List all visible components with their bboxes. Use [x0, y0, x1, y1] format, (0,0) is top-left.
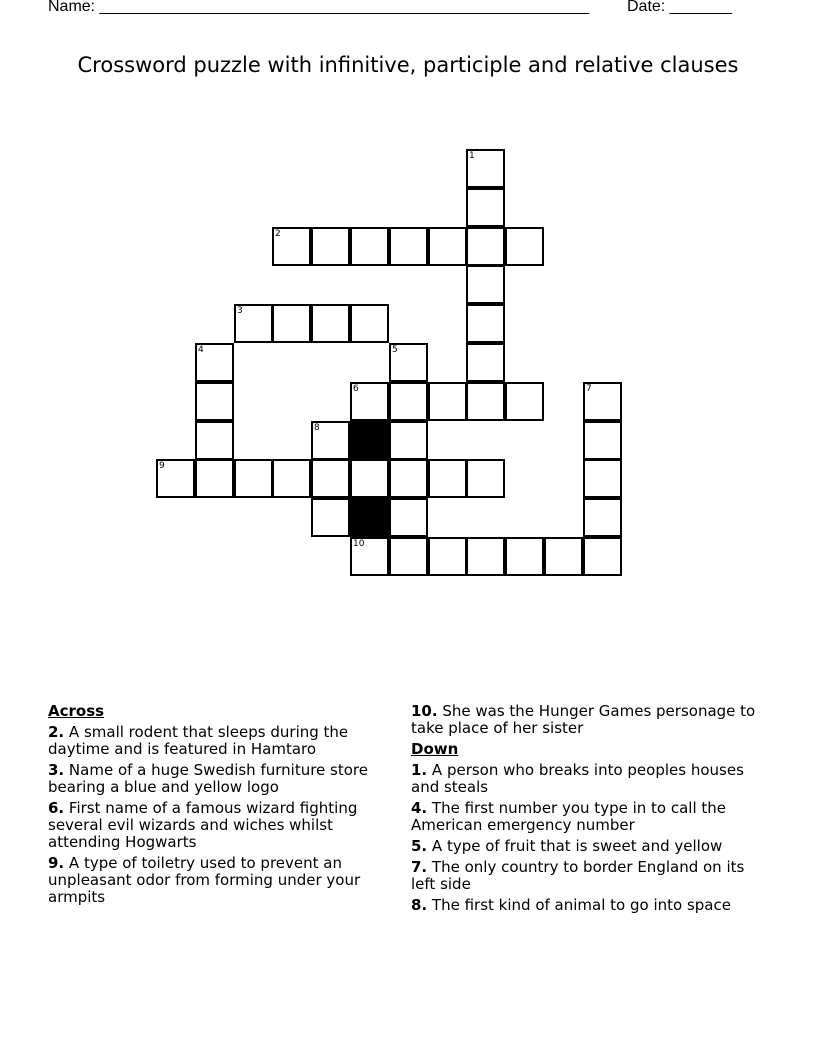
grid-cell[interactable]	[195, 382, 234, 421]
grid-cell[interactable]	[311, 421, 350, 460]
clue-text: A small rodent that sleeps during the daytime and is featured in Hamtaro	[48, 723, 349, 758]
clue-down-8	[411, 897, 761, 914]
grid-cell[interactable]	[428, 227, 467, 266]
cell-number: 4	[198, 345, 204, 355]
clue-number: 8.	[411, 896, 428, 914]
cell-number: 7	[586, 384, 592, 394]
grid-cell[interactable]	[350, 382, 389, 421]
grid-cell[interactable]	[583, 537, 622, 576]
grid-cell[interactable]	[466, 188, 505, 227]
cell-number: 9	[159, 461, 165, 471]
grid-cell[interactable]	[156, 459, 195, 498]
grid-cell[interactable]	[505, 537, 544, 576]
clue-across-6	[48, 800, 403, 851]
clue-across-3	[48, 762, 403, 796]
grid-cell[interactable]	[389, 227, 428, 266]
name-field[interactable]: Name: _______________________________________________________	[48, 0, 589, 15]
grid-cell[interactable]	[272, 459, 311, 498]
clue-text: Name of a huge Swedish furniture store bearing a blue and yellow logo	[48, 761, 368, 796]
grid-cell[interactable]	[466, 459, 505, 498]
grid-cell[interactable]	[195, 343, 234, 382]
clue-down-4	[411, 800, 761, 834]
grid-cell[interactable]	[389, 421, 428, 460]
grid-cell[interactable]	[428, 382, 467, 421]
grid-cell[interactable]	[272, 304, 311, 343]
clue-number: 1.	[411, 761, 428, 779]
grid-cell[interactable]	[272, 227, 311, 266]
across-heading: Across	[48, 702, 105, 720]
cell-number: 6	[353, 384, 359, 394]
grid-cell[interactable]	[311, 304, 350, 343]
clue-number: 9.	[48, 854, 65, 872]
grid-cell[interactable]	[583, 382, 622, 421]
grid-cell-black	[350, 498, 389, 537]
grid-cell[interactable]	[311, 498, 350, 537]
cell-number: 3	[237, 306, 243, 316]
date-field[interactable]: Date: _______	[627, 0, 732, 15]
grid-cell[interactable]	[389, 343, 428, 382]
grid-cell[interactable]	[583, 459, 622, 498]
grid-cell[interactable]	[195, 421, 234, 460]
cell-number: 10	[353, 539, 365, 549]
clue-down-7	[411, 859, 761, 893]
grid-cell[interactable]	[350, 537, 389, 576]
clue-across-2	[48, 724, 403, 758]
clue-down-5	[411, 838, 761, 855]
grid-cell[interactable]	[389, 537, 428, 576]
grid-cell[interactable]	[583, 421, 622, 460]
clue-number: 10.	[411, 702, 438, 720]
grid-cell[interactable]	[350, 459, 389, 498]
clue-number: 2.	[48, 723, 65, 741]
grid-cell[interactable]	[389, 382, 428, 421]
grid-cell[interactable]	[389, 498, 428, 537]
grid-cell-black	[350, 421, 389, 460]
grid-cell[interactable]	[466, 537, 505, 576]
grid-cell[interactable]	[505, 227, 544, 266]
clue-text: A person who breaks into peoples houses and steals	[411, 761, 744, 796]
grid-cell[interactable]	[389, 459, 428, 498]
clue-across-9	[48, 855, 403, 906]
clue-number: 6.	[48, 799, 65, 817]
clue-number: 3.	[48, 761, 65, 779]
clue-text: The only country to border England on its left side	[411, 858, 745, 893]
clues-column-right	[411, 703, 761, 918]
cell-number: 2	[275, 229, 281, 239]
grid-cell[interactable]	[466, 149, 505, 188]
clue-text: The first number you type in to call the American emergency number	[411, 799, 727, 834]
grid-cell[interactable]	[544, 537, 583, 576]
clue-number: 5.	[411, 837, 428, 855]
grid-cell[interactable]	[350, 227, 389, 266]
grid-cell[interactable]	[350, 304, 389, 343]
grid-cell[interactable]	[234, 459, 273, 498]
cell-number: 5	[392, 345, 398, 355]
grid-cell[interactable]	[311, 227, 350, 266]
down-heading: Down	[411, 740, 459, 758]
clue-text: First name of a famous wizard fighting several evil wizards and wiches whilst attending Hogwarts	[48, 799, 358, 851]
grid-cell[interactable]	[428, 537, 467, 576]
clue-text: A type of toiletry used to prevent an unpleasant odor from forming under your armpits	[48, 854, 361, 906]
clue-text: The first kind of animal to go into space	[431, 896, 731, 914]
clue-across-10	[411, 703, 761, 737]
clue-number: 4.	[411, 799, 428, 817]
grid-cell[interactable]	[466, 382, 505, 421]
clue-text: A type of fruit that is sweet and yellow	[431, 837, 723, 855]
grid-cell[interactable]	[466, 265, 505, 304]
grid-cell[interactable]	[466, 343, 505, 382]
page-title: Crossword puzzle with infinitive, participle and relative clauses	[77, 53, 739, 77]
grid-cell[interactable]	[466, 304, 505, 343]
grid-cell[interactable]	[428, 459, 467, 498]
grid-cell[interactable]	[234, 304, 273, 343]
clue-number: 7.	[411, 858, 428, 876]
grid-cell[interactable]	[505, 382, 544, 421]
grid-cell[interactable]	[311, 459, 350, 498]
cell-number: 8	[314, 423, 320, 433]
grid-cell[interactable]	[195, 459, 234, 498]
clue-text: She was the Hunger Games personage to take place of her sister	[411, 702, 756, 737]
grid-cell[interactable]	[466, 227, 505, 266]
clue-down-1	[411, 762, 761, 796]
cell-number: 1	[469, 151, 475, 161]
clues-column-left	[48, 703, 403, 910]
grid-cell[interactable]	[583, 498, 622, 537]
